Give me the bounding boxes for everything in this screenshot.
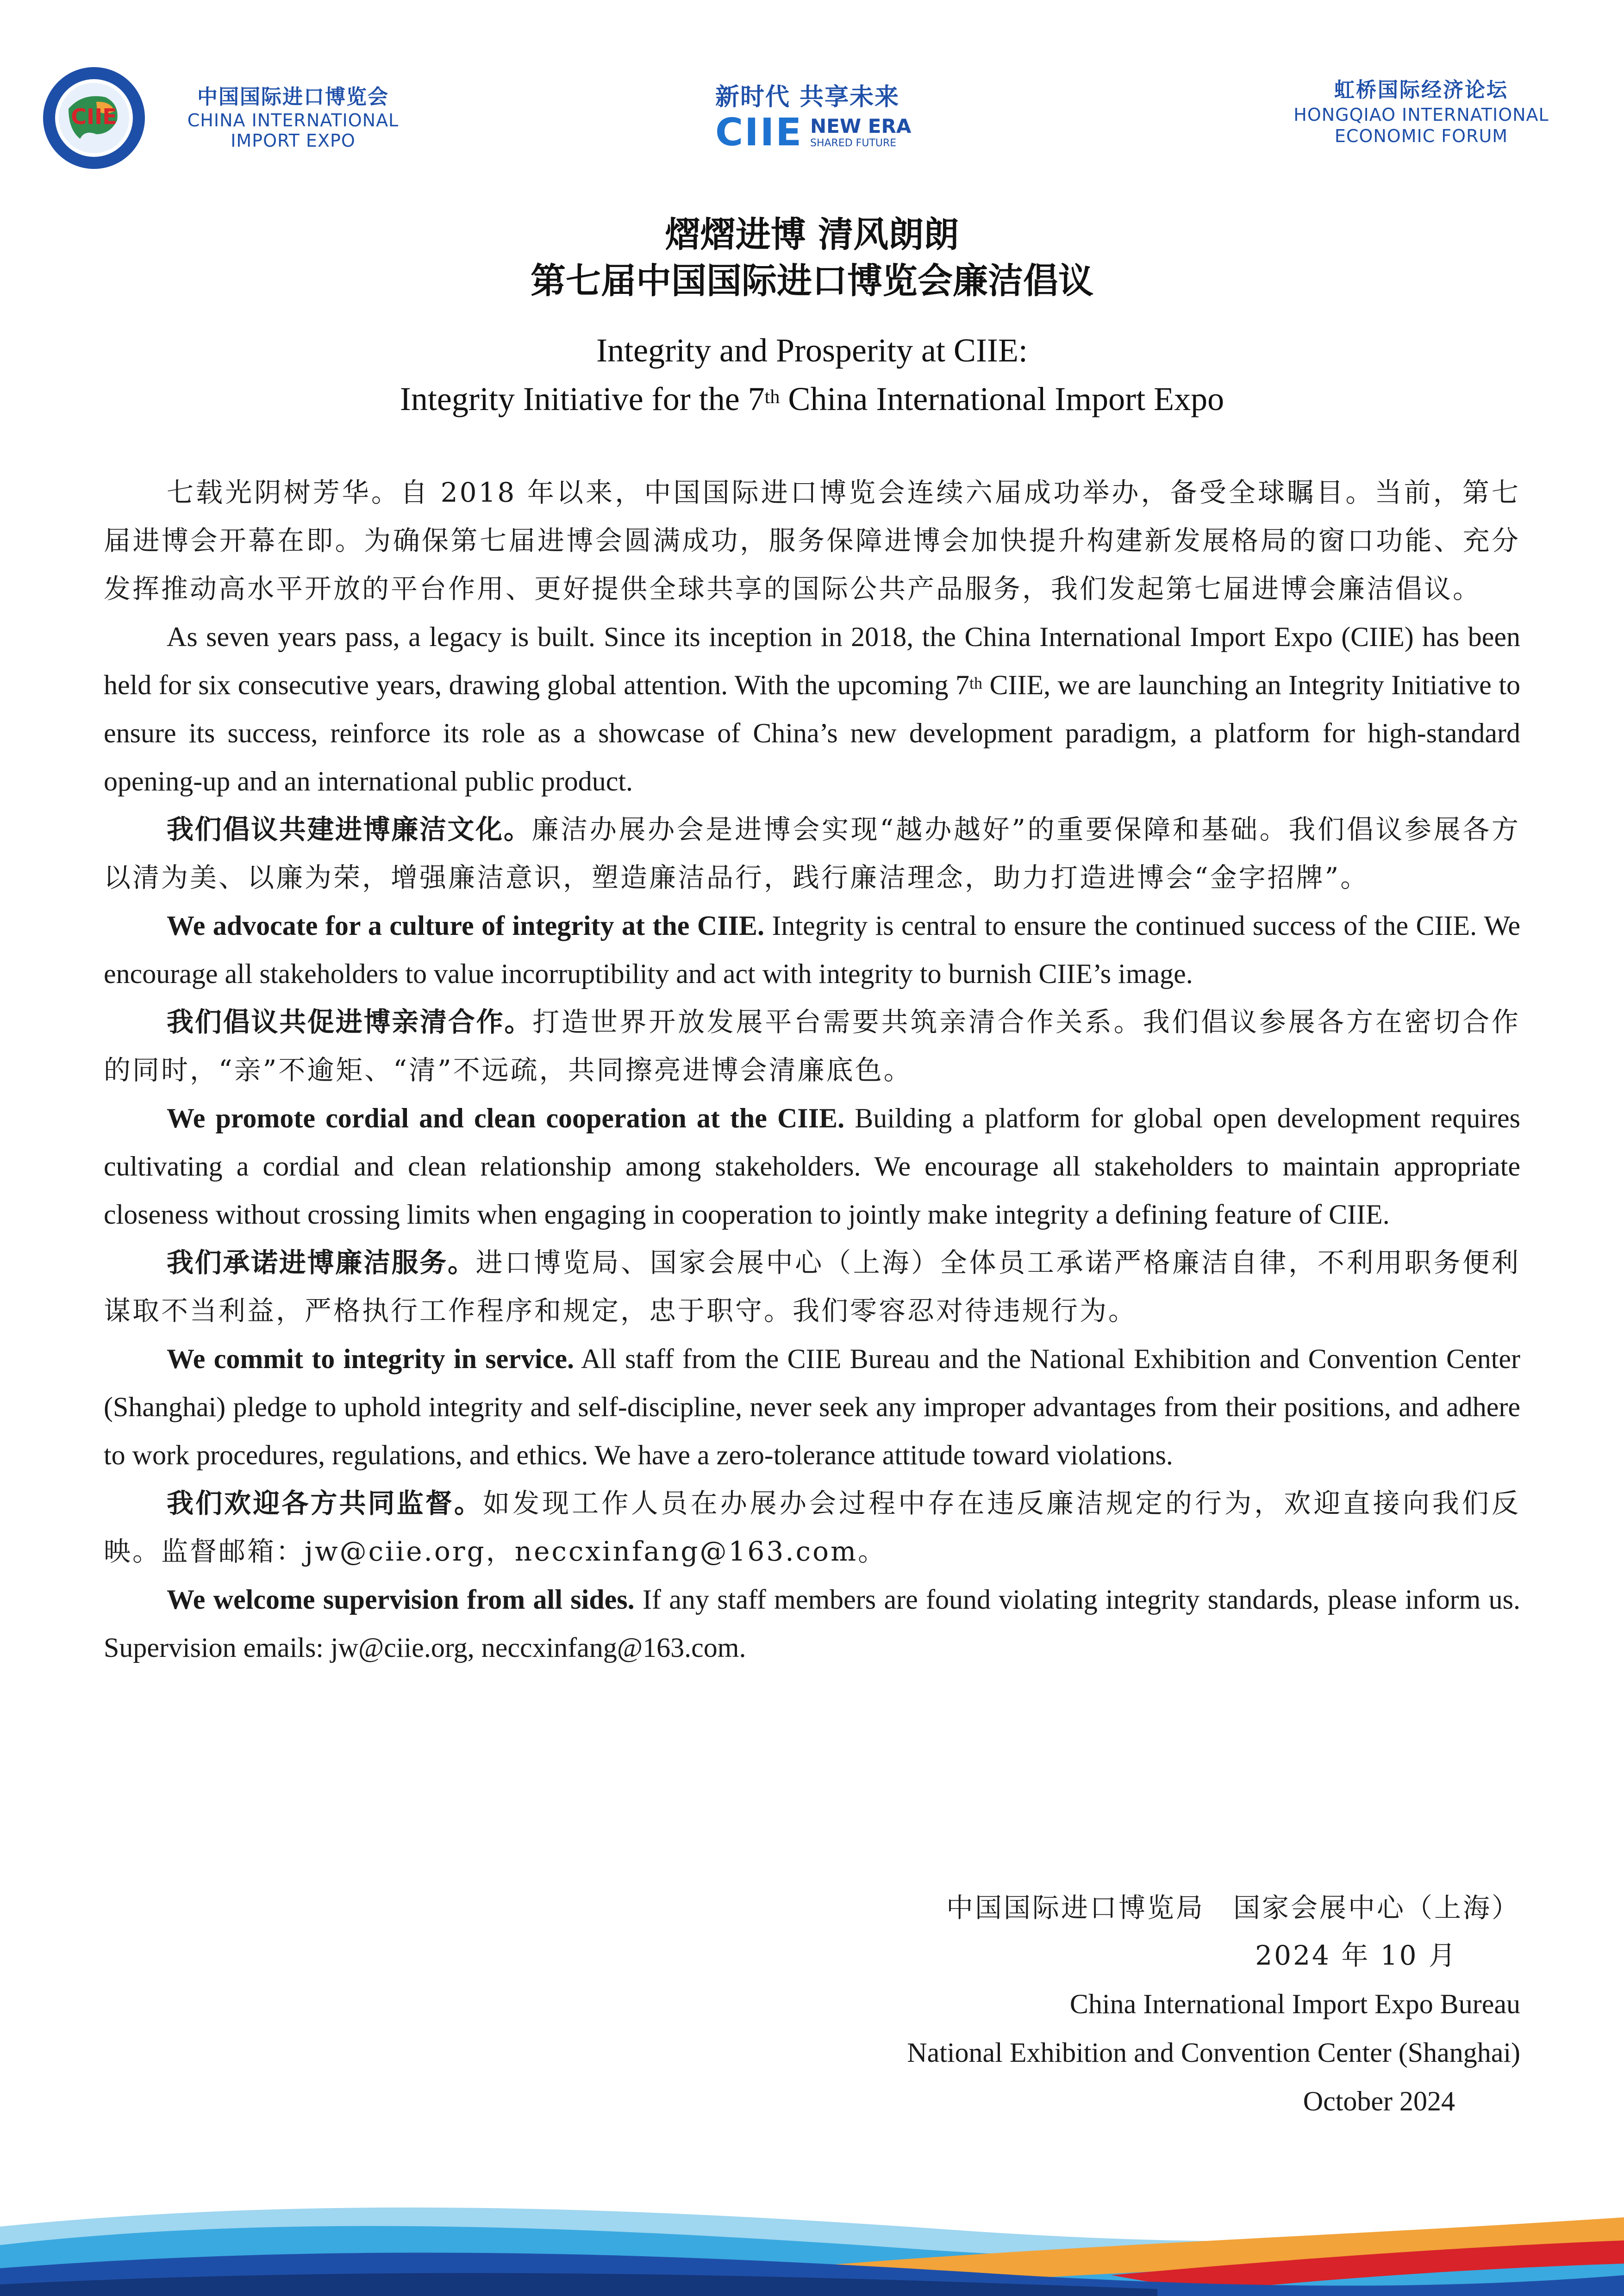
paragraph-supervision-cn: 我们欢迎各方共同监督。如发现工作人员在办展办会过程中存在违反廉洁规定的行为，欢迎直接向我们反映。监督邮箱：jw@ciie.org，neccxinfang@163.com。 — [104, 1487, 1520, 1567]
ciie-globe-emblem-icon — [41, 65, 147, 171]
paragraph-intro-cn: 七载光阴树芳华。自 2018 年以来，中国国际进口博览会连续六届成功举办，备受全球瞩目。当前，第七届进博会开幕在即。为确保第七届进博会圆满成功，服务保障进博会加快提升构建新发展格局的窗口功能、充分发挥推动高水平开放的平台作用、更好提供全球共享的国际公共产品服务，我们发起第七届进博会廉洁倡议。 — [104, 477, 1520, 604]
signature-org1-en: China International Import Expo Bureau — [1069, 1989, 1520, 2019]
paragraph-cooperation-en: We promote cordial and clean cooperation at the CIIE. Building a platform for global open development requires cultivating a cordial and clean relationship among stakeholders. We encourage all stakeholders to maintain appropriate closeness without crossing limits when engaging in cooperation to jointly make integrity a defining feature of CIIE. — [104, 1103, 1520, 1230]
paragraph-culture-en: We advocate for a culture of integrity at the CIIE. Integrity is central to ensure the continued success of the CIIE. We encourage all stakeholders to value incorruptibility and act with integrity to burnish CIIE’s image. — [104, 910, 1520, 989]
footer-wave-decoration — [0, 2176, 1624, 2296]
paragraph-lead: We welcome supervision from all sides. — [167, 1584, 635, 1615]
title-cn-line1: 熠熠进博 清风朗朗 — [665, 214, 959, 255]
signature-org2-en: National Exhibition and Convention Center (Shanghai) — [907, 2037, 1520, 2068]
ciie-logo — [41, 65, 504, 176]
paragraph-lead: We commit to integrity in service. — [167, 1344, 574, 1374]
slogan-cn: 新时代 共享未来 — [715, 83, 900, 111]
signature-date-cn: 2024 年 10 月 — [1255, 1940, 1457, 1971]
paragraph-lead: We advocate for a culture of integrity at the CIIE. — [167, 910, 764, 941]
hongqiao-forum-logo — [1268, 76, 1574, 147]
svg-text:CIIE: CIIE — [71, 104, 117, 129]
title-cn-line2: 第七届中国国际进口博览会廉洁倡议 — [531, 260, 1093, 301]
paragraph-service-cn: 我们承诺进博廉洁服务。进口博览局、国家会展中心（上海）全体员工承诺严格廉洁自律，不利用职务便利谋取不当利益，严格执行工作程序和规定，忠于职守。我们零容忍对待违规行为。 — [104, 1247, 1520, 1326]
paragraph-lead: 我们倡议共促进博亲清合作。 — [167, 1006, 533, 1038]
ciie-name-cn: 中国国际进口博览会 — [197, 85, 389, 109]
ciie-logo-text — [159, 84, 427, 151]
forum-name-en-line1: HONGQIAO INTERNATIONAL — [1293, 105, 1549, 125]
forum-name-cn: 虹桥国际经济论坛 — [1334, 78, 1508, 102]
paragraph-service-en: We commit to integrity in service. All staff from the CIIE Bureau and the National Exhibition and Convention Center (Shanghai) pledge to uphold integrity and self-discipline, never seek any improper advantages from their positions, and adhere to work procedures, regulations, and ethics. We have a zero-tolerance attitude toward violations. — [104, 1344, 1520, 1470]
title-en-line1: Integrity and Prosperity at CIIE: — [596, 332, 1028, 369]
paragraph-cooperation-cn: 我们倡议共促进博亲清合作。打造世界开放发展平台需要共筑亲清合作关系。我们倡议参展各方在密切合作的同时，“亲”不逾矩、“清”不远疏，共同擦亮进博会清廉底色。 — [104, 1006, 1520, 1086]
slogan-en-line1: NEW ERA — [810, 115, 912, 137]
ciie-name-en-line1: CHINA INTERNATIONAL — [187, 110, 399, 131]
slogan-ciie-mark: CIIE — [715, 111, 803, 155]
paragraph-lead: We promote cordial and clean cooperation at the CIIE. — [167, 1103, 845, 1133]
new-era-logo — [715, 83, 919, 157]
paragraph-lead: 我们欢迎各方共同监督。 — [167, 1487, 483, 1519]
paragraph-intro-en: As seven years pass, a legacy is built. Since its inception in 2018, the China International Import Expo (CIIE) has been held for six consecutive years, drawing global attention. With the upcoming 7th CIIE, we are launching an Integrity Initiative to ensure its success, reinforce its role as a showcase of China’s new development paradigm, a platform for high-standard opening-up and an international public product. — [104, 622, 1520, 796]
ciie-name-en-line2: IMPORT EXPO — [231, 131, 356, 151]
paragraph-supervision-en: We welcome supervision from all sides. If any staff members are found violating integrity standards, please inform us. Supervision emails: jw@ciie.org, neccxinfang@163.com. — [104, 1584, 1520, 1663]
document-body — [104, 468, 1520, 1672]
page-header — [0, 0, 1624, 185]
paragraph-culture-cn: 我们倡议共建进博廉洁文化。廉洁办展办会是进博会实现“越办越好”的重要保障和基础。我们倡议参展各方以清为美、以廉为荣，增强廉洁意识，塑造廉洁品行，践行廉洁理念，助力打造进博会“金字招牌”。 — [104, 814, 1520, 893]
paragraph-lead: 我们倡议共建进博廉洁文化。 — [167, 814, 532, 845]
signature-date-en: October 2024 — [1303, 2086, 1455, 2116]
slogan-en-line2: SHARED FUTURE — [810, 137, 897, 149]
paragraph-lead: 我们承诺进博廉洁服务。 — [167, 1247, 476, 1278]
forum-name-en-line2: ECONOMIC FORUM — [1334, 126, 1508, 146]
signature-orgs-cn: 中国国际进口博览局 国家会展中心（上海） — [946, 1892, 1520, 1923]
title-en-line2: Integrity Initiative for the 7th China International Import Expo — [400, 380, 1224, 417]
